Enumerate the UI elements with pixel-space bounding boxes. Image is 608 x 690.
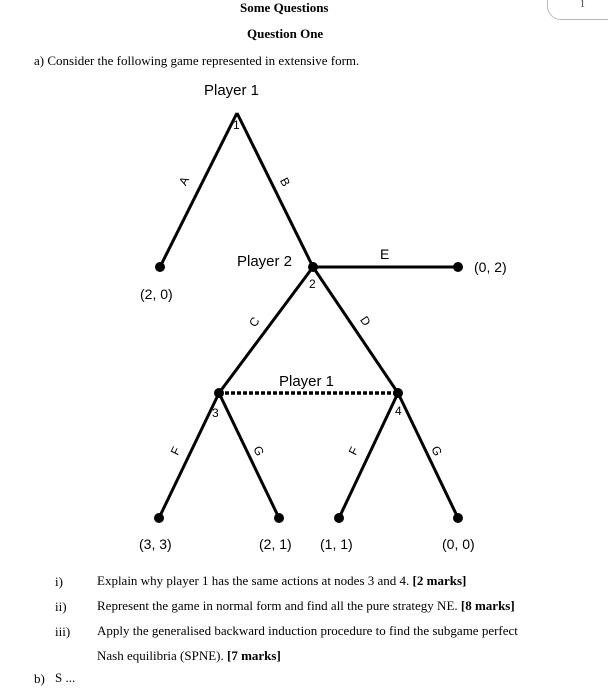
node-1-label: 1 xyxy=(233,118,240,132)
action-F-right-label: F xyxy=(345,444,362,458)
edge-B xyxy=(237,113,313,267)
action-D-label: D xyxy=(357,313,374,329)
action-G-right-label: G xyxy=(428,443,446,459)
question-iii-text-line1: Apply the generalised backward induction procedure to find the subgame perfect xyxy=(97,623,518,638)
payoff-4G: (0, 0) xyxy=(442,536,475,552)
payoff-4F: (1, 1) xyxy=(320,536,353,552)
terminal-3G xyxy=(274,513,284,523)
action-A-label: A xyxy=(175,174,193,188)
terminal-E xyxy=(453,262,463,272)
payoff-3G: (2, 1) xyxy=(259,536,292,552)
question-i-text: Explain why player 1 has the same actions at nodes 3 and 4. [2 marks] xyxy=(97,573,467,588)
marks-badge: [7 marks] xyxy=(226,648,281,663)
edge-F-left xyxy=(159,393,219,518)
action-B-label: B xyxy=(276,175,294,189)
action-F-left-label: F xyxy=(167,444,184,458)
corner-tab-label: 1 xyxy=(580,0,585,10)
node-3 xyxy=(214,388,224,398)
question-i-number: i) xyxy=(55,574,63,589)
edge-G-left xyxy=(219,393,279,518)
action-C-label: C xyxy=(246,314,263,330)
page-title: Some Questions xyxy=(240,0,329,15)
part-b-cutoff-text: S ... xyxy=(55,670,76,685)
payoff-3F: (3, 3) xyxy=(139,536,172,552)
action-G-left-label: G xyxy=(250,443,268,459)
payoff-E: (0, 2) xyxy=(474,259,507,275)
node-3-label: 3 xyxy=(212,406,219,420)
terminal-3F xyxy=(154,513,164,523)
question-iii-text-line2: Nash equilibria (SPNE). [7 marks] xyxy=(97,648,281,663)
node-2-label: 2 xyxy=(309,277,316,291)
edge-A xyxy=(160,113,237,267)
marks-badge: [2 marks] xyxy=(412,573,467,588)
part-a-intro: a) Consider the following game represented in extensive form. xyxy=(34,53,360,68)
payoff-A: (2, 0) xyxy=(140,286,173,302)
node-2 xyxy=(308,262,318,272)
node-4-label: 4 xyxy=(395,404,402,418)
question-heading: Question One xyxy=(247,26,324,41)
terminal-4F xyxy=(334,513,344,523)
part-b-number: b) xyxy=(34,671,45,686)
node-4 xyxy=(393,388,403,398)
question-ii-number: ii) xyxy=(55,599,67,614)
action-E-label: E xyxy=(380,246,390,262)
player2-label: Player 2 xyxy=(237,253,293,270)
terminal-A xyxy=(155,262,165,272)
question-ii-text: Represent the game in normal form and find all the pure strategy NE. [8 marks] xyxy=(97,598,515,613)
terminal-4G xyxy=(453,513,463,523)
edge-F-right xyxy=(339,393,398,518)
marks-badge: [8 marks] xyxy=(460,598,515,613)
question-iii-number: iii) xyxy=(55,624,71,639)
player1-info-label: Player 1 xyxy=(279,373,335,390)
player1-top-label: Player 1 xyxy=(204,82,260,99)
edge-G-right xyxy=(398,393,458,518)
